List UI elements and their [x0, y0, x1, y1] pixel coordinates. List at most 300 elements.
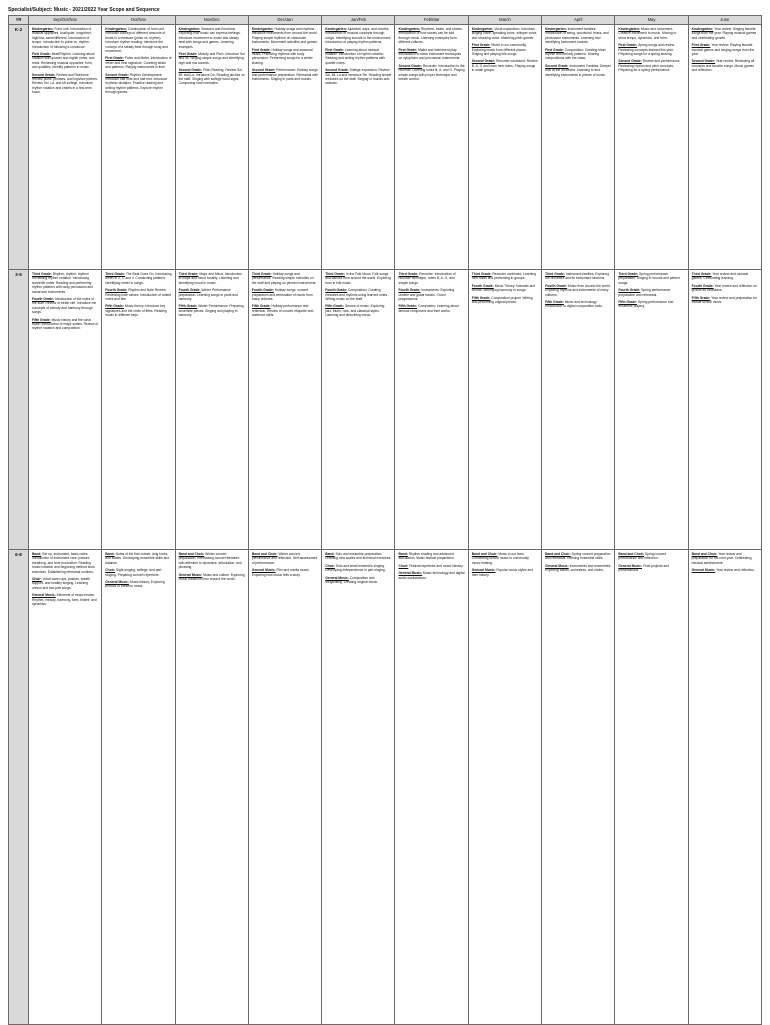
grade-label: Choir: [105, 568, 116, 573]
curriculum-cell [322, 270, 395, 550]
curriculum-cell [248, 25, 321, 270]
month-header: Sep/Oct/Nov [29, 16, 102, 25]
grade-label: First Grade: [545, 47, 564, 52]
grade-label: Second Grade: [691, 59, 716, 64]
unit-description: Major and Minor. Introduction to major and minor tonality. Listening and identifying mood in music. [178, 272, 243, 285]
unit-entry [545, 48, 611, 61]
grade-label: Fourth Grade: [105, 288, 128, 293]
unit-description: Pitch Reading. Review Sol, Mi, and La. Introduce Do. Reading pitches on the staff. Singing with solfege hand signs. Composing short melodies. [178, 68, 245, 86]
curriculum-cell [468, 550, 541, 1025]
unit-entry [179, 68, 245, 86]
grade-label: General Music: [32, 593, 56, 598]
unit-description: Instrument families: Introduction of string, woodwind, brass, and percussion instruments. Listening and identifying instrument sounds. [545, 27, 609, 45]
curriculum-cell [542, 25, 615, 270]
unit-entry [398, 304, 464, 313]
curriculum-cell [102, 25, 175, 270]
grade-label: Third Grade: [618, 272, 639, 276]
curriculum-cell [688, 270, 761, 550]
grade-label: Third Grade: [251, 272, 272, 276]
unit-description: Final projects and presentations. [618, 563, 669, 573]
unit-entry [618, 564, 684, 573]
grade-label: First Grade: [691, 43, 711, 48]
grade-label: Band and Choir: [691, 552, 718, 556]
unit-entry [692, 272, 758, 281]
curriculum-cell [322, 550, 395, 1025]
grade-band-label: 6-8 [9, 550, 29, 1025]
grade-label: Fifth Grade: [471, 295, 491, 300]
unit-description: Spring songs and review. Reviewing concepts learned this year. Preparing songs for a spring sharing. [618, 43, 675, 57]
unit-entry [398, 288, 464, 301]
unit-entry [472, 27, 538, 40]
unit-entry [398, 27, 464, 45]
grade-label: Fourth Grade: [398, 288, 421, 293]
grade-label: General Music: [178, 572, 203, 577]
grade-band-row [9, 270, 762, 550]
curriculum-cell [29, 25, 102, 270]
grade-label: Fifth Grade: [105, 304, 124, 309]
unit-entry [105, 27, 171, 53]
unit-description: Continuation of form unit. Introduce concept of different amounts of beats in a measure (pulse vs. rhythm). Introduce rhythm reading. Introduce the concept of a steady beat through song and movement. [105, 27, 168, 54]
unit-description: Instrument Families: Deeper look at the orchestra. Listening to and identifying instruments in pieces of music. [545, 63, 611, 77]
curriculum-cell [322, 25, 395, 270]
unit-entry [252, 552, 318, 565]
unit-description: Recorder continued: Review B, A, G and learn new notes. Playing songs in small groups. [471, 59, 538, 73]
unit-description: Instruments: Exploring ukulele and guitar basics. Chord progressions. [398, 288, 455, 302]
unit-entry [545, 27, 611, 45]
unit-description: Rhythm, rhythm, rhythm! Reviewing rhythm notation. Introducing sixteenth notes. Reading and performing rhythm patterns with body percussion and classroom instruments. [32, 272, 94, 294]
grade-label: First Grade: [105, 56, 124, 61]
grade-label: Band and Choir: [618, 552, 645, 556]
unit-description: Music from around the world: Exploring rhythms and instruments of many cultures. [545, 283, 611, 297]
unit-description: Year review and preparation for middle school music. [691, 295, 758, 305]
unit-description: Spring performance and ensemble playing. [618, 300, 674, 309]
unit-description: Year review. Playing favorite musical games and singing songs from the year. [691, 43, 755, 57]
unit-description: Introduction of the notes of the staff. Review of treble clef. Introduce the concepts of melody and harmony through songs. [32, 297, 97, 315]
unit-entry [32, 577, 98, 590]
unit-description: Holiday songs and seasonal music. Practicing rhythms with body percussion. Performing songs for a winter sharing. [251, 47, 313, 65]
curriculum-cell [29, 270, 102, 550]
grade-label: General Music: [471, 568, 496, 573]
unit-description: Music in our community. Exploring music from different places. Singing and playing folk songs. [471, 43, 527, 57]
unit-entry [32, 593, 98, 606]
unit-entry [472, 59, 538, 72]
unit-entry [472, 272, 538, 281]
month-header: Nov/Dec [175, 16, 248, 25]
unit-description: Solo and ensemble preparation. Learning new scales and technical exercises. [325, 552, 392, 561]
grade-label: First Grade: [325, 47, 344, 52]
grade-band-row [9, 550, 762, 1025]
grade-label: General Music: [398, 571, 423, 576]
grade-label: Second Grade: [398, 63, 422, 68]
grade-label: General Music: [545, 563, 569, 568]
grade-label: Fourth Grade: [32, 297, 54, 302]
grade-label: General Music: [105, 580, 129, 585]
unit-description: Spring concert preparation and rehearsal. Refining ensemble skills. [545, 552, 611, 561]
grade-label: Band: [398, 552, 408, 556]
unit-entry [32, 52, 98, 70]
unit-description: Year review and reflection on growth as musicians. [691, 283, 757, 293]
unit-description: Composition: Creating melodies and rhythms using learned notes. Writing music on the staff. [325, 288, 389, 302]
grade-label: Fifth Grade: [398, 304, 418, 309]
curriculum-cell [395, 550, 468, 1025]
unit-description: In the Folk Mood. Folk songs and dances from around the world. Exploring form in folk music. [325, 272, 391, 285]
grade-label: Fifth Grade: [32, 317, 51, 322]
unit-entry [692, 59, 758, 72]
unit-description: Music and movement. Creative movement to music. Moving to show tempo, dynamics, and form. [618, 27, 677, 40]
grade-label: Fourth Grade: [545, 283, 568, 288]
unit-entry [179, 573, 245, 582]
grade-label: First Grade: [471, 43, 491, 48]
unit-description: Composition and songwriting. Creating original music. [325, 575, 379, 585]
unit-entry [692, 552, 758, 565]
unit-description: Rhythm Development: Introduce half note and half rest. Introduce rhythmic dictation. Practice reading and writing rhythm patterns. Explore rhythm through games. [105, 72, 168, 95]
grade-label: Fourth Grade: [471, 283, 494, 288]
grade-label: General Music: [618, 563, 643, 568]
unit-entry [325, 272, 391, 285]
unit-entry [325, 288, 391, 301]
unit-entry [545, 64, 611, 77]
unit-entry [692, 284, 758, 293]
unit-description: Seasons and Emotions. Exploring how music can express feelings. Introduce movement to music and steady beat with songs and games. Listening examples. [178, 27, 241, 49]
unit-entry [252, 272, 318, 285]
curriculum-cell [542, 270, 615, 550]
grade-label: Fourth Grade: [325, 288, 348, 293]
unit-description: Winter concert preparation. Rehearsing concert literature with attention to dynamics, articulation, and phrasing. [178, 552, 242, 570]
unit-entry [32, 552, 98, 574]
grade-label: Third Grade: [545, 272, 565, 276]
grade-label: Third Grade: [178, 272, 199, 276]
grade-label: Third Grade: [105, 272, 126, 276]
document-title: Specialist/Subject: Music - 2021/2022 Year Scope and Sequence [8, 7, 160, 13]
grade-label: First Grade: [398, 47, 418, 52]
unit-entry [398, 552, 464, 561]
grade-band-label: 3-5 [9, 270, 29, 550]
unit-description: Rhythm and Note Review. Reviewing note values. Introduction of dotted notes and ties. [105, 288, 172, 302]
unit-description: Solo and small ensemble singing. Developing independence in part singing. [325, 563, 386, 573]
unit-entry [252, 27, 318, 45]
grade-band-label: K-2 [9, 25, 29, 270]
grade-label: Kindergarten: [251, 27, 274, 31]
grade-label: Fourth Grade: [691, 283, 714, 288]
unit-entry [472, 568, 538, 577]
grade-label: Band and Choir: [251, 552, 278, 556]
unit-entry [398, 272, 464, 285]
unit-description: Music history and the tonal scale: Introduction of major scales. Review of rhythm notation and composition. [32, 317, 99, 331]
unit-entry [472, 43, 538, 56]
curriculum-cell [29, 550, 102, 1025]
grade-label: Kindergarten: [471, 27, 494, 31]
unit-description: Music in our lives: Connecting school music to community music making. [471, 552, 529, 565]
unit-entry [179, 272, 245, 285]
grade-label: Second Grade: [471, 59, 496, 64]
grade-label: Fifth Grade: [545, 300, 564, 305]
unit-entry [398, 564, 464, 568]
unit-entry [545, 272, 611, 281]
unit-description: Alphabet, days, and months. Introduction of musical concepts through songs. Identifying sounds in the environment. Introduction of playing rhythm patterns. [325, 27, 392, 45]
grade-label: Fifth Grade: [325, 304, 344, 309]
unit-description: Year review. Singing favorite songs from the year. Playing musical games and celebrating growth. [691, 27, 757, 40]
unit-description: Form unit. Introduction of musical opposites: loud/quiet, long/short, high/low, same/different. Introduction of tempo. Introduction to pulse vs. rhythm. Introduction of following a conductor. [32, 27, 92, 49]
unit-description: Year review and musical games. Celebrating learning. [691, 272, 748, 281]
unit-entry [692, 568, 758, 572]
unit-entry [472, 552, 538, 565]
grade-label: Third Grade: [325, 272, 345, 276]
unit-entry [398, 64, 464, 82]
grade-label: Second Grade: [32, 72, 56, 77]
unit-description: Holiday performance and reflection. Review of concert etiquette and audience skills. [251, 304, 314, 318]
grade-label: Choir: [398, 563, 409, 568]
unit-description: Recorder: Introduction of recorder technique, notes B, A, G, and simple songs. [398, 272, 456, 285]
grade-label: Kindergarten: [691, 27, 714, 31]
grade-label: Third Grade: [471, 272, 492, 276]
unit-entry [325, 304, 391, 317]
unit-description: Film and media music: Exploring how music tells a story. [251, 568, 310, 577]
unit-entry [618, 59, 684, 72]
unit-entry [618, 300, 684, 309]
unit-entry [692, 27, 758, 40]
unit-description: Music theory: Introduce key signatures and the circle of fifths. Reading music in different keys. [105, 304, 167, 318]
curriculum-cell [102, 270, 175, 550]
month-header: April [542, 16, 615, 25]
unit-entry [105, 288, 171, 301]
grade-label: Second Grade: [105, 72, 129, 77]
grade-label: General Music: [691, 568, 716, 573]
unit-description: Solfege expansion: Review Sol, Mi, La and introduce Re. Reading simple melodies on the staff. Singing in rounds and ostinato. [325, 68, 392, 86]
unit-entry [105, 73, 171, 95]
unit-description: Music history: Exploring periods of Western music. [105, 580, 165, 589]
grade-label: Band and Choir: [178, 552, 205, 556]
unit-entry [105, 56, 171, 69]
grade-label: Kindergarten: [398, 27, 421, 31]
grade-label: Fourth Grade: [618, 288, 641, 293]
unit-description: Spring concert performance and reflection. [618, 552, 667, 561]
scope-sequence-table [8, 15, 762, 1025]
unit-description: Music and culture: Exploring music traditions from around the world. [178, 572, 245, 582]
curriculum-cell [248, 550, 321, 1025]
month-header: Oct/Nov [102, 16, 175, 25]
grade-label: Band and Choir: [545, 552, 571, 556]
unit-entry [105, 552, 171, 565]
year-column-header: YR [9, 16, 29, 25]
unit-entry [252, 568, 318, 577]
grade-label: First Grade: [618, 43, 638, 48]
unit-entry [105, 304, 171, 317]
unit-entry [252, 304, 318, 317]
grade-label: Kindergarten: [178, 27, 201, 31]
curriculum-cell [468, 270, 541, 550]
unit-entry [325, 48, 391, 66]
unit-entry [398, 571, 464, 580]
unit-description: Vocal warm-ups, posture, breath support, and healthy singing. Learning unison and two-part songs. [32, 577, 91, 590]
unit-description: Rhythm reading and advanced articulation. Music festival preparation. [398, 552, 455, 561]
unit-entry [32, 27, 98, 49]
unit-description: Music and technology: Introduction to digital composition tools. [545, 300, 603, 309]
grade-label: Third Grade: [398, 272, 419, 276]
unit-description: Music Theory: Intervals and chords. Identifying harmony in songs. [471, 283, 536, 293]
unit-description: Instrument families: Exploring the orchestra and its instrument sections. [545, 272, 610, 281]
grade-label: Band: [32, 552, 42, 556]
grade-label: First Grade: [178, 52, 198, 57]
unit-description: Notes of the first octave, long tones, and scales. Developing ensemble skills and balance. [105, 552, 170, 565]
curriculum-cell [175, 550, 248, 1025]
unit-entry [32, 318, 98, 331]
grade-label: Fourth Grade: [178, 288, 201, 293]
unit-entry [545, 284, 611, 297]
unit-entry [325, 552, 391, 561]
grade-label: General Music: [251, 568, 276, 573]
unit-entry [618, 552, 684, 561]
unit-description: Music technology and digital audio workstations. [398, 571, 465, 580]
unit-entry [692, 296, 758, 305]
unit-description: Composers: Learning about famous composers and their works. [398, 304, 459, 313]
unit-description: Melody and Pitch. Introduce Sol and Mi. Singing simple songs and identifying high and low sounds. [178, 52, 245, 65]
month-header: Feb/Mar [395, 16, 468, 25]
unit-entry [105, 580, 171, 589]
unit-entry [32, 297, 98, 315]
unit-entry [692, 43, 758, 56]
grade-label: Band: [325, 552, 335, 556]
unit-entry [179, 52, 245, 65]
unit-description: Pulse and Meter. Introduction of meter and time signature. Counting beats and patterns. Playing instruments in time. [105, 56, 172, 70]
grade-label: Kindergarten: [618, 27, 640, 31]
unit-description: Set up, instrument, basic notes. Introduction of instrument care, posture, breathing, and tone production. Reading music notation and beginning method book exercises. Establishing rehearsal routines. [32, 552, 95, 574]
curriculum-cell [542, 550, 615, 1025]
header-row [9, 16, 762, 25]
grade-label: Choir: [325, 563, 335, 568]
unit-entry [179, 27, 245, 49]
unit-description: Beat/Rhythm. Learning about notation with quarter and eighth notes, and rests. Reviewing musical opposites, form, and qualities. Identify patterns in music. [32, 52, 95, 70]
unit-description: Year review and preparation for the next year. Celebrating musical achievement. [691, 552, 752, 565]
unit-entry [325, 27, 391, 45]
unit-description: Elements of music review. Rhythm, melody, harmony, form, timbre, and dynamics. [32, 593, 97, 607]
unit-description: Holiday songs and performance. Reading simple melodies on the staff and playing on pitched instruments. [251, 272, 317, 285]
unit-description: Popular music styles and their history. [471, 568, 533, 577]
unit-entry [545, 300, 611, 309]
unit-entry [179, 552, 245, 570]
unit-description: Sight-singing, solfege, and part singing. Preparing concert repertoire. [105, 568, 162, 577]
grade-label: Kindergarten: [325, 27, 347, 31]
unit-entry [325, 68, 391, 86]
grade-band-row [9, 25, 762, 270]
curriculum-cell [468, 25, 541, 270]
grade-label: Second Grade: [251, 68, 276, 73]
unit-entry [252, 68, 318, 81]
unit-description: Performance: Holiday songs and performance preparation. Rehearsal with instruments. Singing in parts and rounds. [251, 68, 319, 82]
unit-entry [252, 288, 318, 301]
unit-description: Vocal exploration: Introduce singing voice, speaking voice, whisper voice, and shouting voice. Matching pitch games. [471, 27, 538, 40]
grade-label: Kindergarten: [105, 27, 127, 31]
unit-entry [325, 576, 391, 585]
unit-description: Genres of music: Exploring jazz, blues, rock, and classical styles. Listening and describing music. [325, 304, 385, 318]
unit-description: Year review and reflection. [716, 568, 755, 573]
curriculum-cell [102, 550, 175, 1025]
curriculum-cell [175, 270, 248, 550]
unit-entry [618, 27, 684, 40]
month-header: May [615, 16, 688, 25]
unit-description: Spring performance preparation and rehearsal. [618, 288, 671, 297]
grade-label: Fifth Grade: [178, 304, 198, 309]
unit-description: Mallet and instrument play. Introduction to basic instrument techniques on xylophone and percussion instruments. [398, 47, 462, 61]
curriculum-cell [395, 270, 468, 550]
unit-description: Festival repertoire and music literacy. [409, 563, 464, 568]
grade-label: Fifth Grade: [618, 300, 638, 305]
unit-description: Winter Performance preparation. Learning songs in parts and harmony. [178, 288, 238, 302]
unit-description: Recorder: Introduction to the recorder. Learning notes B, A, and G. Playing simple songs with proper technique and breath control. [398, 63, 465, 82]
unit-description: Rhythms, beats, and stories. Introduction of how stories can be told through music. Listening examples from different cultures. [398, 27, 463, 45]
unit-description: Holiday songs, concert preparation and celebration of music from many cultures. [251, 288, 313, 302]
unit-entry [472, 296, 538, 305]
grade-label: Third Grade: [32, 272, 52, 276]
unit-entry [545, 552, 611, 561]
unit-entry [32, 73, 98, 95]
unit-description: Winter Performance: Preparing ensemble pieces. Singing and playing in harmony. [178, 304, 244, 318]
grade-label: First Grade: [251, 47, 271, 52]
grade-label: Fifth Grade: [691, 295, 711, 300]
unit-entry [545, 564, 611, 573]
unit-entry [105, 272, 171, 285]
month-header: Dec/Jan [248, 16, 321, 25]
unit-entry [618, 272, 684, 285]
grade-label: Choir: [32, 577, 42, 582]
grade-label: Band and Choir: [471, 552, 498, 556]
curriculum-cell [615, 25, 688, 270]
unit-entry [179, 304, 245, 317]
grade-label: Second Grade: [178, 68, 203, 73]
unit-description: The Beat Goes On. Introducing meter in 2, 3, and 4. Conducting patterns. Identifying meter in songs. [105, 272, 172, 285]
grade-label: Kindergarten: [32, 27, 54, 31]
grade-label: First Grade: [32, 52, 51, 57]
unit-entry [398, 48, 464, 61]
curriculum-cell [175, 25, 248, 270]
unit-description: Composition: Creating short rhythm and melody patterns. Sharing compositions with the class. [545, 47, 606, 61]
curriculum-cell [248, 270, 321, 550]
grade-label: Band: [105, 552, 115, 556]
unit-description: Learning about musical notation. Introduction of rhythm notation. Reading and writing rhythm patterns with quarter notes. [325, 47, 385, 65]
grade-label: Third Grade: [691, 272, 712, 276]
month-header: June [688, 16, 761, 25]
grade-label: General Music: [325, 575, 349, 580]
unit-description: Year review. Reviewing all concepts and favorite songs. Music games and reflection. [691, 59, 755, 73]
curriculum-cell [615, 550, 688, 1025]
unit-description: Recorder continued. Learning new notes and performing in groups. [471, 272, 536, 281]
month-header: March [468, 16, 541, 25]
month-header: Jan/Feb [322, 16, 395, 25]
unit-entry [179, 288, 245, 301]
unit-description: Review and performance. Reviewing rhythm and pitch concepts. Preparing for a spring performance. [618, 59, 681, 73]
unit-description: Holiday songs and rhythms. Introduce instruments from around the world. Playing simple rhythms on classroom instruments. Movement activities and games. [251, 27, 318, 45]
grade-label: Second Grade: [325, 68, 349, 73]
curriculum-cell [395, 25, 468, 270]
unit-description: Instruments and ensembles: Exploring bands, orchestras, and choirs. [545, 563, 612, 573]
grade-label: Second Grade: [545, 63, 569, 68]
unit-description: Spring performance preparation. Singing in rounds and partner songs. [618, 272, 681, 285]
grade-label: Fifth Grade: [251, 304, 271, 309]
grade-label: Fourth Grade: [251, 288, 274, 293]
grade-label: Kindergarten: [545, 27, 567, 31]
curriculum-cell [615, 270, 688, 550]
unit-description: Composition project: Writing and performing original pieces. [471, 295, 533, 305]
unit-description: Review and Reinforce: Review pulse, phrases, and high/low pitches. Review Sol, La, and Mi solfege. Introduce rhythm notation and chants in a first-term focus. [32, 72, 98, 95]
curriculum-cell [688, 25, 761, 270]
unit-entry [618, 288, 684, 297]
unit-entry [252, 48, 318, 66]
unit-entry [105, 568, 171, 577]
grade-label: Second Grade: [618, 59, 642, 64]
unit-description: Winter concert performance and reflection. Self-assessment of performance. [251, 552, 318, 565]
unit-entry [618, 43, 684, 56]
unit-entry [32, 272, 98, 294]
unit-entry [325, 564, 391, 573]
